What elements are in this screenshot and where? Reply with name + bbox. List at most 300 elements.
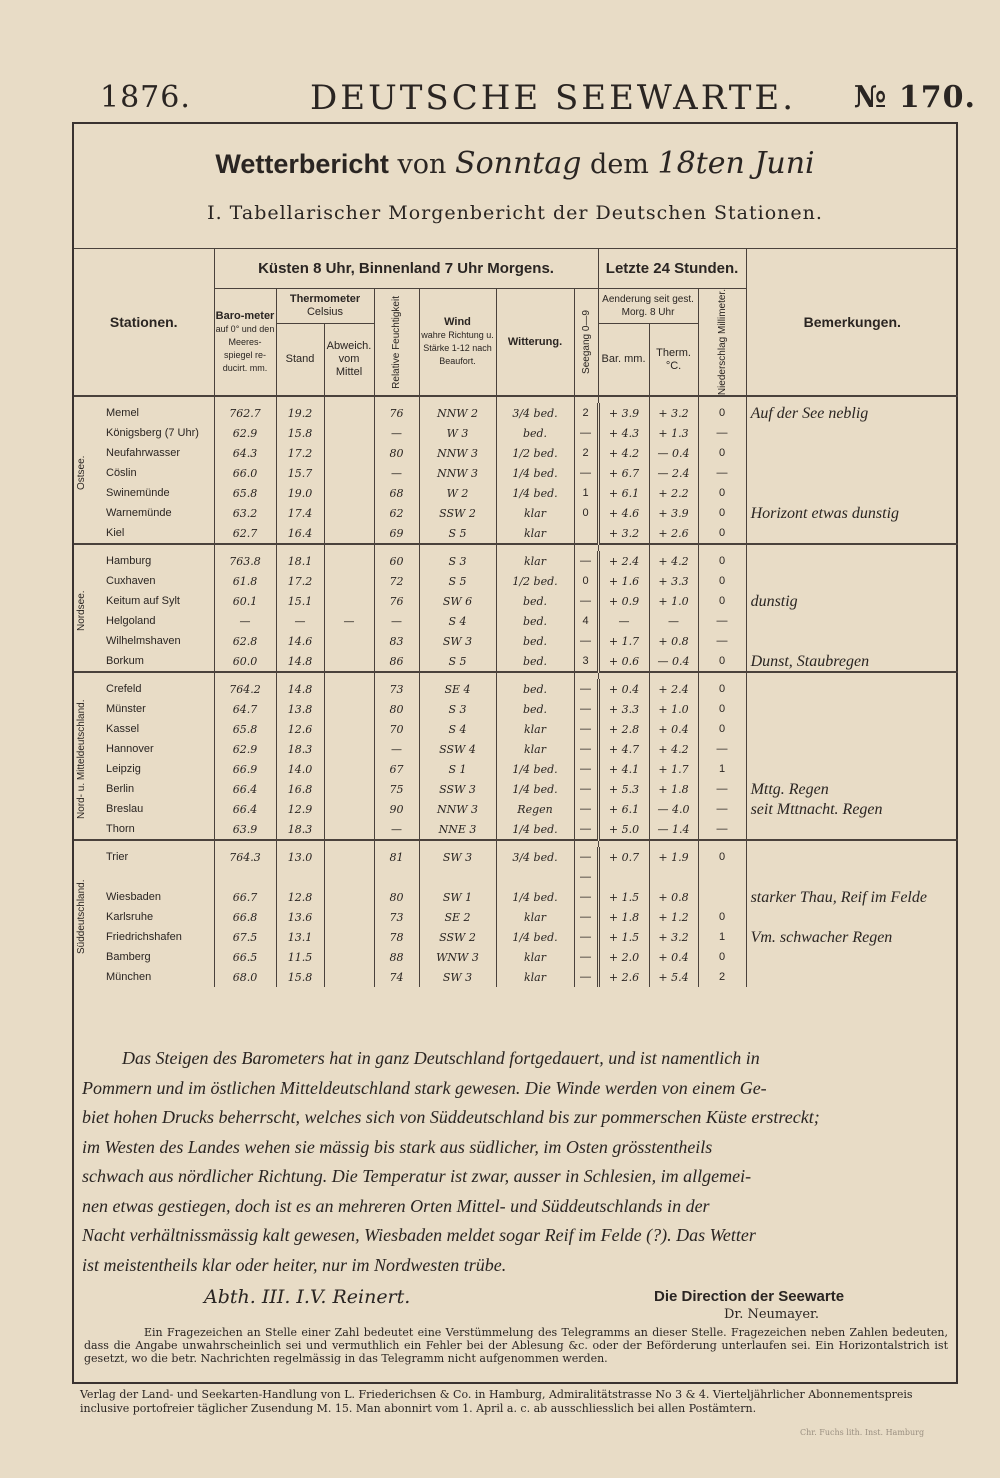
barometer-cell: 60.0	[214, 651, 276, 672]
table-body	[74, 396, 958, 987]
barometer-cell: 64.3	[214, 443, 276, 463]
temp-deviation-cell	[324, 819, 374, 840]
temp-deviation-cell	[324, 523, 374, 544]
separator-cell	[746, 396, 958, 403]
barometer-cell: 65.8	[214, 483, 276, 503]
separator-cell	[214, 672, 276, 679]
temp-deviation-cell	[324, 967, 374, 987]
precipitation-cell: 0	[698, 551, 746, 571]
separator-cell	[649, 544, 698, 551]
therm-change-cell: + 1.0	[649, 699, 698, 719]
barometer-cell: 62.9	[214, 739, 276, 759]
precipitation-cell: 0	[698, 679, 746, 699]
title-day: Sonntag	[455, 146, 582, 181]
celsius-label: Celsius	[306, 306, 344, 319]
bar-change-cell: + 1.8	[598, 907, 649, 927]
therm-change-cell: —	[649, 611, 698, 631]
table-row	[74, 611, 958, 631]
separator-cell	[698, 544, 746, 551]
station-cell: Königsberg (7 Uhr)	[106, 426, 199, 439]
humidity-cell: 73	[374, 907, 419, 927]
humidity-cell: 76	[374, 591, 419, 611]
barometer-cell: 66.7	[214, 887, 276, 907]
temp-deviation-cell	[324, 403, 374, 423]
barometer-cell: 762.7	[214, 403, 276, 423]
humidity-cell: 83	[374, 631, 419, 651]
sea-state-cell: —	[574, 847, 598, 867]
weather-cell: 3/4 bed.	[496, 847, 574, 867]
humidity-cell: —	[374, 819, 419, 840]
remark-cell: starker Thau, Reif im Felde	[746, 887, 958, 907]
wind-cell: SE 4	[419, 679, 496, 699]
separator-cell	[496, 840, 574, 847]
therm-change-cell: + 0.4	[649, 947, 698, 967]
temp-deviation-cell	[324, 759, 374, 779]
station-cell: Berlin	[106, 782, 135, 795]
table-row	[74, 719, 958, 739]
group-separator	[74, 396, 958, 403]
group-label: Nordsee.	[76, 590, 87, 632]
separator-cell	[574, 396, 598, 403]
table-row	[74, 887, 958, 907]
station-cell: Keitum auf Sylt	[106, 594, 180, 607]
therm-change-cell: + 2.2	[649, 483, 698, 503]
barometer-cell: 65.8	[214, 719, 276, 739]
separator-cell	[214, 840, 276, 847]
therm-change-cell: + 5.4	[649, 967, 698, 987]
separator-cell	[496, 544, 574, 551]
temp-stand-cell: 12.9	[276, 799, 324, 819]
bar-change-cell: + 3.3	[598, 699, 649, 719]
humidity-cell: 62	[374, 503, 419, 523]
station-cell: Wilhelmshaven	[106, 634, 181, 647]
station-cell: Warnemünde	[106, 506, 172, 519]
weather-cell: klar	[496, 739, 574, 759]
remark-cell	[746, 739, 958, 759]
separator-cell	[374, 396, 419, 403]
sea-state-cell: 0	[574, 503, 598, 523]
separator-cell	[374, 672, 419, 679]
precipitation-cell: 0	[698, 591, 746, 611]
precipitation-cell	[698, 867, 746, 887]
therm-change-cell: + 3.2	[649, 403, 698, 423]
bar-change-cell: + 3.2	[598, 523, 649, 544]
therm-change-cell: + 1.8	[649, 779, 698, 799]
station-cell: Swinemünde	[106, 486, 170, 499]
sea-state-cell: —	[574, 967, 598, 987]
station-cell: Memel Ostsee.	[74, 403, 214, 423]
wind-cell: S 4	[419, 719, 496, 739]
separator-cell	[698, 840, 746, 847]
barometer-cell: 67.5	[214, 927, 276, 947]
col-remarks: Bemerkungen.	[746, 249, 958, 397]
therm-change-cell	[649, 867, 698, 887]
temp-stand-cell: 18.3	[276, 819, 324, 840]
signature: Abth. III. I.V. Reinert.	[204, 1286, 411, 1308]
humidity-cell: —	[374, 739, 419, 759]
weather-cell: 1/4 bed.	[496, 759, 574, 779]
station-cell: Breslau	[106, 802, 144, 815]
humidity-cell: 67	[374, 759, 419, 779]
bar-change-cell: + 5.3	[598, 779, 649, 799]
temp-deviation-cell	[324, 483, 374, 503]
bar-change-cell: + 0.4	[598, 679, 649, 699]
title-date: 18ten Juni	[657, 146, 815, 181]
sea-state-cell: 4	[574, 611, 598, 631]
remark-cell	[746, 719, 958, 739]
group-label: Nord- u. Mitteldeutschland.	[76, 699, 87, 819]
therm-change-cell: + 2.4	[649, 679, 698, 699]
temp-stand-cell: 16.8	[276, 779, 324, 799]
weather-cell: 1/2 bed.	[496, 443, 574, 463]
humidity-cell: 70	[374, 719, 419, 739]
precipitation-cell: 1	[698, 927, 746, 947]
remark-cell	[746, 523, 958, 544]
precipitation-cell: 0	[698, 699, 746, 719]
barometer-cell	[214, 867, 276, 887]
wind-cell: NNW 3	[419, 463, 496, 483]
wind-cell: SE 2	[419, 907, 496, 927]
precipitation-cell: —	[698, 739, 746, 759]
precipitation-cell: 0	[698, 523, 746, 544]
therm-change-cell: + 0.8	[649, 887, 698, 907]
therm-change-cell: + 1.7	[649, 759, 698, 779]
remark-cell	[746, 819, 958, 840]
precipitation-cell: —	[698, 423, 746, 443]
therm-change-cell: + 1.2	[649, 907, 698, 927]
temp-stand-cell: 14.6	[276, 631, 324, 651]
station-cell	[74, 867, 214, 887]
wind-sub: wahre Richtung u. Stärke 1-12 nach Beaufort.	[421, 330, 494, 367]
temp-stand-cell: 14.8	[276, 679, 324, 699]
col-stations: Stationen.	[74, 249, 214, 397]
sea-state-cell: —	[574, 679, 598, 699]
weather-cell: Regen	[496, 799, 574, 819]
station-cell: Kiel	[106, 526, 125, 539]
col-bar-change: Bar. mm.	[598, 324, 649, 396]
barometer-cell: 61.8	[214, 571, 276, 591]
separator-cell	[324, 672, 374, 679]
wind-cell: SW 3	[419, 631, 496, 651]
station-cell: Leipzig	[106, 762, 141, 775]
bar-change-cell: + 4.2	[598, 443, 649, 463]
summary-line: Pommern und im östlichen Mitteldeutschland stark gewesen. Die Winde werden von einem Ge-	[82, 1077, 767, 1098]
remark-cell	[746, 423, 958, 443]
sea-state-cell: —	[574, 907, 598, 927]
sea-state-cell: 0	[574, 571, 598, 591]
remark-cell: Dunst, Staubregen	[746, 651, 958, 672]
therm-change-cell: — 1.4	[649, 819, 698, 840]
group-separator	[74, 544, 958, 551]
temp-deviation-cell	[324, 503, 374, 523]
remark-cell	[746, 699, 958, 719]
precipitation-cell: —	[698, 631, 746, 651]
temp-deviation-cell	[324, 719, 374, 739]
precipitation-cell: —	[698, 611, 746, 631]
precipitation-cell: 0	[698, 443, 746, 463]
table-row	[74, 847, 958, 867]
temp-deviation-cell: —	[324, 611, 374, 631]
therm-change-cell: + 2.6	[649, 523, 698, 544]
temp-stand-cell: 19.2	[276, 403, 324, 423]
remark-cell	[746, 759, 958, 779]
subtitle: I. Tabellarischer Morgenbericht der Deutschen Stationen.	[207, 202, 823, 224]
precipitation-cell: 0	[698, 403, 746, 423]
temp-deviation-cell	[324, 947, 374, 967]
separator-cell	[496, 396, 574, 403]
separator-cell	[574, 840, 598, 847]
temp-stand-cell: 12.8	[276, 887, 324, 907]
sea-state-cell: —	[574, 887, 598, 907]
temp-deviation-cell	[324, 463, 374, 483]
separator-cell	[574, 672, 598, 679]
table-row	[74, 403, 958, 423]
humidity-cell: 88	[374, 947, 419, 967]
weather-cell: klar	[496, 947, 574, 967]
therm-change-cell: — 4.0	[649, 799, 698, 819]
precipitation-cell: 0	[698, 847, 746, 867]
temp-stand-cell: 18.1	[276, 551, 324, 571]
station-cell: Helgoland	[106, 614, 156, 627]
baro-label: Baro-meter	[215, 309, 275, 322]
table-row	[74, 679, 958, 699]
station-cell: Thorn	[106, 822, 135, 835]
humidity-cell: 86	[374, 651, 419, 672]
col-sea	[574, 289, 598, 397]
bar-change-cell: + 5.0	[598, 819, 649, 840]
remark-cell: Horizont etwas dunstig	[746, 503, 958, 523]
sea-state-cell: —	[574, 699, 598, 719]
group-label: Süddeutschland.	[76, 879, 87, 955]
table-row	[74, 759, 958, 779]
humidity-cell: —	[374, 611, 419, 631]
bar-change-cell: + 3.9	[598, 403, 649, 423]
temp-stand-cell: 15.1	[276, 591, 324, 611]
separator-cell	[324, 840, 374, 847]
weather-cell: klar	[496, 907, 574, 927]
temp-deviation-cell	[324, 443, 374, 463]
barometer-cell: 764.2	[214, 679, 276, 699]
separator-cell	[276, 396, 324, 403]
weather-cell: 1/4 bed.	[496, 927, 574, 947]
remark-cell	[746, 947, 958, 967]
weather-cell: 1/4 bed.	[496, 483, 574, 503]
temp-stand-cell: 14.0	[276, 759, 324, 779]
station-cell: München	[106, 970, 152, 983]
remark-cell	[746, 443, 958, 463]
remark-cell	[746, 847, 958, 867]
table-row	[74, 967, 958, 987]
wind-cell: S 5	[419, 523, 496, 544]
masthead: DEUTSCHE SEEWARTE.	[310, 78, 797, 118]
summary-line: biet hohen Drucks beherrscht, welches sich von Süddeutschland bis zur pommerschen Küste erstreckt;	[82, 1107, 820, 1127]
barometer-cell: 62.8	[214, 631, 276, 651]
precipitation-cell: 0	[698, 571, 746, 591]
weather-cell	[496, 867, 574, 887]
temp-stand-cell: 13.0	[276, 847, 324, 867]
station-table	[74, 248, 958, 987]
precipitation-cell: —	[698, 779, 746, 799]
group-label: Ostsee.	[76, 455, 87, 491]
remark-cell: Mttg. Regen	[746, 779, 958, 799]
temp-stand-cell: 14.8	[276, 651, 324, 672]
wind-cell: S 5	[419, 571, 496, 591]
barometer-cell: 63.9	[214, 819, 276, 840]
wind-cell: SW 1	[419, 887, 496, 907]
remark-cell	[746, 631, 958, 651]
year: 1876.	[100, 80, 191, 115]
humidity-cell: 69	[374, 523, 419, 544]
separator-cell	[746, 544, 958, 551]
table-row	[74, 631, 958, 651]
separator-cell	[649, 840, 698, 847]
wind-cell: NNE 3	[419, 819, 496, 840]
sea-state-cell: —	[574, 927, 598, 947]
temp-stand-cell: 13.1	[276, 927, 324, 947]
table-row	[74, 867, 958, 887]
precipitation-cell: 0	[698, 483, 746, 503]
separator-cell	[276, 840, 324, 847]
therm-change-cell: + 1.9	[649, 847, 698, 867]
remark-cell	[746, 907, 958, 927]
col-precip	[698, 289, 746, 397]
barometer-cell: 62.9	[214, 423, 276, 443]
bar-change-cell: + 0.9	[598, 591, 649, 611]
humidity-cell: 90	[374, 799, 419, 819]
col-humidity	[374, 289, 419, 397]
temp-stand-cell: 13.8	[276, 699, 324, 719]
issue-number: № 170.	[853, 80, 976, 115]
footnote: Ein Fragezeichen an Stelle einer Zahl bedeutet eine Verstümmelung des Telegramms an dieser Stelle. Fragezeichen neben Zahlen bedeuten, dass die Angabe unwahrscheinlich sei und vermuthlich ein Fehler bei der Ablesung &c. oder der Beförderung unterlaufen sei. Ein Horizontalstrich ist gesetzt, wo die betr. Nachrichten regelmässig in das Telegramm nicht aufgenommen werden.	[84, 1326, 948, 1365]
bar-change-cell	[598, 867, 649, 887]
weather-cell: 1/4 bed.	[496, 463, 574, 483]
sea-state-cell	[574, 523, 598, 544]
temp-stand-cell: 13.6	[276, 907, 324, 927]
publisher-info: Verlag der Land- und Seekarten-Handlung von L. Friederichsen & Co. in Hamburg, Admiralitätstrasse No 3 & 4. Vierteljährlicher Abonnementspreis inclusive portofreier täglicher Zusendung M. 15. Man abonnirt vom 1. April a. c. ab ausschliesslich bei allen Postämtern.	[80, 1388, 913, 1415]
station-cell: Cöslin	[106, 466, 137, 479]
table-row	[74, 819, 958, 840]
table-row	[74, 523, 958, 544]
station-cell: Hannover	[106, 742, 154, 755]
sea-state-cell: 2	[574, 443, 598, 463]
station-cell: Cuxhaven	[106, 574, 156, 587]
separator-cell	[276, 672, 324, 679]
humidity-cell: 78	[374, 927, 419, 947]
precipitation-cell: —	[698, 463, 746, 483]
barometer-cell: —	[214, 611, 276, 631]
table-row	[74, 503, 958, 523]
station-cell: Neufahrwasser	[106, 446, 180, 459]
thermo-label: Thermometer	[289, 293, 361, 306]
wind-cell: S 1	[419, 759, 496, 779]
separator-cell	[649, 396, 698, 403]
station-cell: Bamberg	[106, 950, 151, 963]
weather-cell: bed.	[496, 699, 574, 719]
separator-cell	[324, 544, 374, 551]
therm-change-cell: + 4.2	[649, 551, 698, 571]
summary-line: Das Steigen des Barometers hat in ganz Deutschland fortgedauert, und ist namentlich in	[122, 1048, 760, 1068]
table-row	[74, 799, 958, 819]
barometer-cell: 66.4	[214, 799, 276, 819]
precipitation-cell: 2	[698, 967, 746, 987]
bar-change-cell: + 0.6	[598, 651, 649, 672]
separator-cell	[649, 672, 698, 679]
remark-cell	[746, 571, 958, 591]
temp-deviation-cell	[324, 651, 374, 672]
remark-cell	[746, 611, 958, 631]
wind-cell: SW 3	[419, 847, 496, 867]
therm-change-cell: + 3.2	[649, 927, 698, 947]
barometer-cell: 62.7	[214, 523, 276, 544]
wind-cell: SSW 3	[419, 779, 496, 799]
col-change: Aenderung seit gest. Morg. 8 Uhr	[598, 289, 698, 324]
humidity-cell: 60	[374, 551, 419, 571]
summary-line: schwach aus nördlicher Richtung. Die Temperatur ist zwar, ausser in Schlesien, im allgemei-	[82, 1166, 752, 1186]
separator-cell	[324, 396, 374, 403]
temp-stand-cell: 19.0	[276, 483, 324, 503]
station-cell: Crefeld Nord- u. Mitteldeutschland.	[74, 679, 214, 699]
weather-cell: 1/4 bed.	[496, 779, 574, 799]
barometer-cell: 68.0	[214, 967, 276, 987]
barometer-cell: 60.1	[214, 591, 276, 611]
precip-label: Niederschlag Millimeter.	[716, 289, 728, 396]
wind-cell: SSW 2	[419, 927, 496, 947]
therm-change-cell: — 0.4	[649, 651, 698, 672]
summary-line: im Westen des Landes wehen sie mässig bis stark aus südlicher, im Osten grösstentheils	[82, 1136, 713, 1157]
sea-state-cell: —	[574, 867, 598, 887]
bar-change-cell: + 6.1	[598, 799, 649, 819]
therm-change-cell: + 1.0	[649, 591, 698, 611]
table-row	[74, 591, 958, 611]
col-thermometer	[276, 289, 374, 324]
precipitation-cell: 0	[698, 907, 746, 927]
wind-cell: S 4	[419, 611, 496, 631]
table-row	[74, 463, 958, 483]
separator-cell	[276, 544, 324, 551]
separator-cell	[419, 840, 496, 847]
barometer-cell: 66.9	[214, 759, 276, 779]
temp-deviation-cell	[324, 907, 374, 927]
separator-cell	[374, 544, 419, 551]
separator-cell	[419, 396, 496, 403]
therm-change-cell: + 3.3	[649, 571, 698, 591]
temp-deviation-cell	[324, 739, 374, 759]
table-row	[74, 947, 958, 967]
summary-line: ist meistentheils klar oder heiter, nur im Nordwesten trübe.	[82, 1254, 507, 1275]
wind-cell: SW 6	[419, 591, 496, 611]
bar-change-cell: + 2.4	[598, 551, 649, 571]
sea-state-cell: 1	[574, 483, 598, 503]
bar-change-cell: + 2.8	[598, 719, 649, 739]
remark-cell: seit Mttnacht. Regen	[746, 799, 958, 819]
director-name: Dr. Neumayer.	[724, 1307, 819, 1322]
barometer-cell: 64.7	[214, 699, 276, 719]
precipitation-cell: 0	[698, 719, 746, 739]
humidity-cell: —	[374, 463, 419, 483]
temp-stand-cell: 15.8	[276, 423, 324, 443]
temp-stand-cell	[276, 867, 324, 887]
station-cell: Münster	[106, 702, 146, 715]
remark-cell: Auf der See neblig	[746, 403, 958, 423]
therm-change-cell: + 3.9	[649, 503, 698, 523]
weather-cell: bed.	[496, 591, 574, 611]
weather-cell: bed.	[496, 631, 574, 651]
col-last24-header: Letzte 24 Stunden.	[598, 249, 746, 289]
sea-state-cell: 3	[574, 651, 598, 672]
bar-change-cell: —	[598, 611, 649, 631]
temp-stand-cell: 18.3	[276, 739, 324, 759]
wind-cell: SW 3	[419, 967, 496, 987]
